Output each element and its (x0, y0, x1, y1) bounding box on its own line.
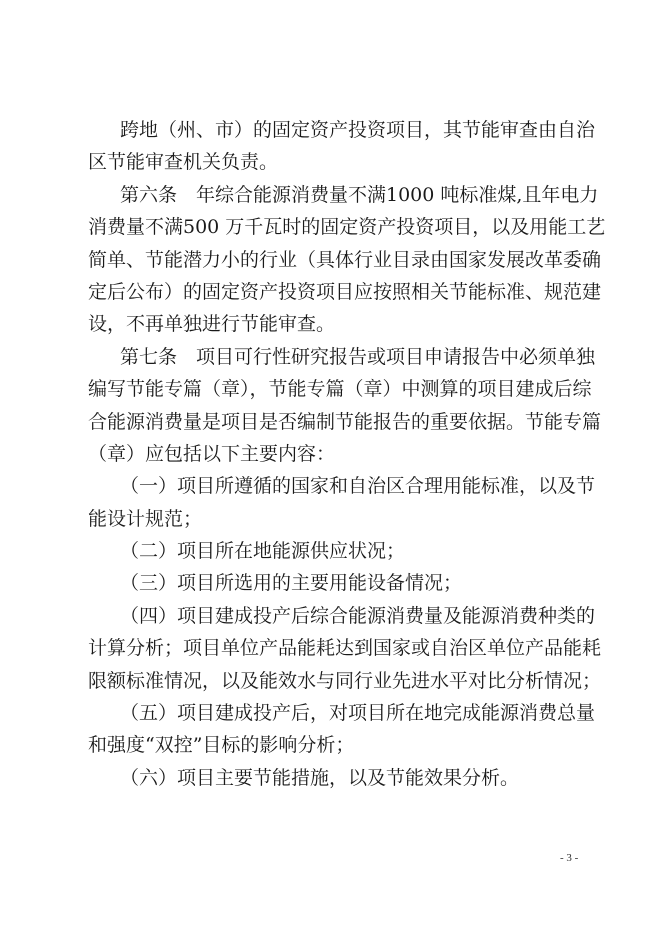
text-line: 第七条 项目可行性研究报告或项目申请报告中必须单独 (120, 345, 596, 368)
text-line: 跨地（州、市）的固定资产投资项目，其节能审查由自治 (120, 119, 596, 141)
text-line: 计算分析；项目单位产品能耗达到国家或自治区单位产品能耗 (88, 637, 602, 660)
text-line: 限额标准情况，以及能效水与同行业先进水平对比分析情况； (88, 669, 602, 692)
text-line: 定后公布）的固定资产投资项目应按照相关节能标准、规范建 (88, 280, 602, 303)
text-line: 设，不再单独进行节能审查。 (88, 313, 336, 336)
text-line: 简单、节能潜力小的行业（具体行业目录由国家发展改革委确 (88, 248, 602, 271)
text-line: 消费量不满500 万千瓦时的固定资产投资项目，以及用能工艺 (88, 216, 606, 239)
text-line: （五）项目建成投产后，对项目所在地完成能源消费总量 (120, 702, 596, 725)
text-line: （六）项目主要节能措施，以及节能效果分析。 (120, 766, 520, 789)
text-line: （二）项目所在地能源供应状况； (120, 540, 406, 563)
text-line: （一）项目所遵循的国家和自治区合理用能标准，以及节 (120, 475, 596, 498)
text-line: 和强度“双控”目标的影响分析； (88, 734, 355, 757)
page-number: - 3 - (560, 852, 579, 864)
text-line: 合能源消费量是项目是否编制节能报告的重要依据。节能专篇 (88, 410, 602, 433)
text-line: （章）应包括以下主要内容： (88, 442, 336, 465)
document-body (88, 114, 606, 794)
text-line: 能设计规范； (88, 507, 203, 530)
text-line: 第六条 年综合能源消费量不满1000 吨标准煤,且年电力 (120, 183, 599, 206)
text-line: 区节能审查机关负责。 (88, 151, 279, 174)
text-line: （四）项目建成投产后综合能源消费量及能源消费种类的 (120, 604, 596, 627)
text-line: 编写节能专篇（章），节能专篇（章）中测算的项目建成后综 (88, 378, 592, 401)
text-line: （三）项目所选用的主要用能设备情况； (120, 572, 463, 595)
